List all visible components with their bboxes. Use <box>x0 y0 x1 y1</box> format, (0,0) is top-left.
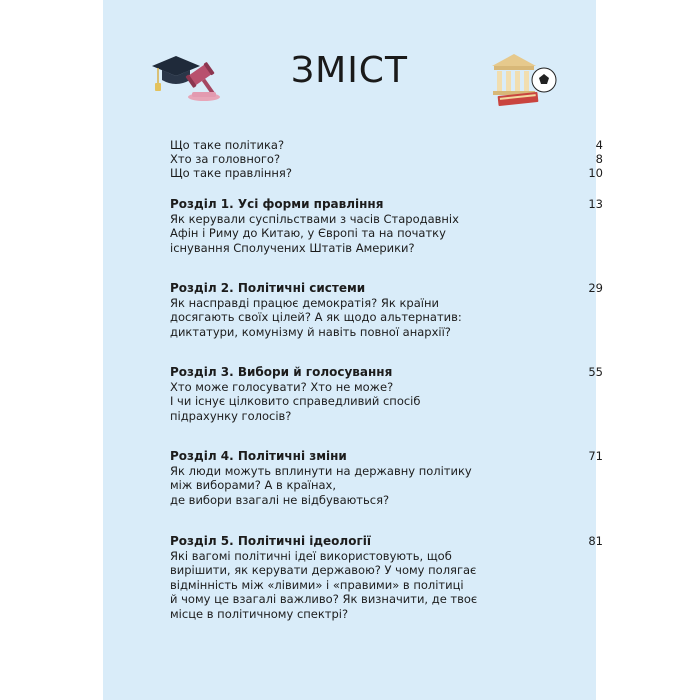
chapter-description-line: Які вагомі політичні ідеї використовують, щоб <box>170 548 452 563</box>
chapter-description-line: Хто може голосувати? Хто не може? <box>170 379 394 394</box>
chapter-description-line: Як люди можуть вплинути на державну політику <box>170 463 472 478</box>
chapter-description-line: й чому це взагалі важливо? Як визначити, де твоє <box>170 592 478 606</box>
chapter-title: Розділ 5. Політичні ідеології <box>170 534 371 548</box>
chapter-title: Розділ 2. Політичні системи <box>170 281 366 295</box>
toc-chapter-2[interactable] <box>170 281 603 339</box>
chapter-description-line: Як насправді працює демократія? Як країни <box>170 295 439 310</box>
toc-page-number: 8 <box>595 152 603 166</box>
building-ball-book-icon <box>488 52 560 112</box>
toc-entry-text: Що таке правління? <box>170 166 292 180</box>
chapter-description-line: існування Сполучених Штатів Америки? <box>170 240 415 255</box>
toc-chapter-5[interactable] <box>170 534 603 621</box>
chapter-description-line: відмінність між «лівими» і «правими» в політиці <box>170 577 464 592</box>
toc-intro-entry[interactable] <box>170 152 603 167</box>
page-title: ЗМІСТ <box>291 50 408 91</box>
toc-page-number: 81 <box>588 534 603 548</box>
toc-chapter-3[interactable] <box>170 365 603 423</box>
toc-page-number: 13 <box>588 197 603 211</box>
toc-intro-entry[interactable] <box>170 138 603 153</box>
chapter-title: Розділ 4. Політичні зміни <box>170 449 347 463</box>
chapter-description-line: вирішити, як керувати державою? У чому полягає <box>170 563 477 577</box>
chapter-title: Розділ 1. Усі форми правління <box>170 197 384 211</box>
chapter-description-line: підрахунку голосів? <box>170 408 292 423</box>
toc-intro-entry[interactable] <box>170 166 603 181</box>
chapter-description-line: досягають своїх цілей? А як щодо альтернатив: <box>170 310 462 324</box>
chapter-description-line: диктатури, комунізму й навіть повної анархії? <box>170 324 451 339</box>
page <box>103 0 603 700</box>
chapter-description-line: де вибори взагалі не відбуваються? <box>170 492 390 507</box>
chapter-description-line: Афін і Риму до Китаю, у Європі та на початку <box>170 226 446 240</box>
toc-chapter-4[interactable] <box>170 449 603 507</box>
chapter-description-line: між виборами? А в країнах, <box>170 478 336 492</box>
toc-entry-text: Що таке політика? <box>170 138 285 152</box>
chapter-description-line: місце в політичному спектрі? <box>170 606 349 621</box>
chapter-description-line: Як керували суспільствами з часів Стародавніх <box>170 211 459 226</box>
toc-page-number: 55 <box>588 365 603 379</box>
toc-page-number: 29 <box>588 281 603 295</box>
toc-page-number: 10 <box>588 166 603 180</box>
chapter-title: Розділ 3. Вибори й голосування <box>170 365 393 379</box>
toc-page-number: 71 <box>588 449 603 463</box>
toc-entry-text: Хто за головного? <box>170 152 281 166</box>
chapter-description-line: І чи існує цілковито справедливий спосіб <box>170 394 421 408</box>
toc-chapter-1[interactable] <box>170 197 603 255</box>
toc-page-number: 4 <box>595 138 603 152</box>
